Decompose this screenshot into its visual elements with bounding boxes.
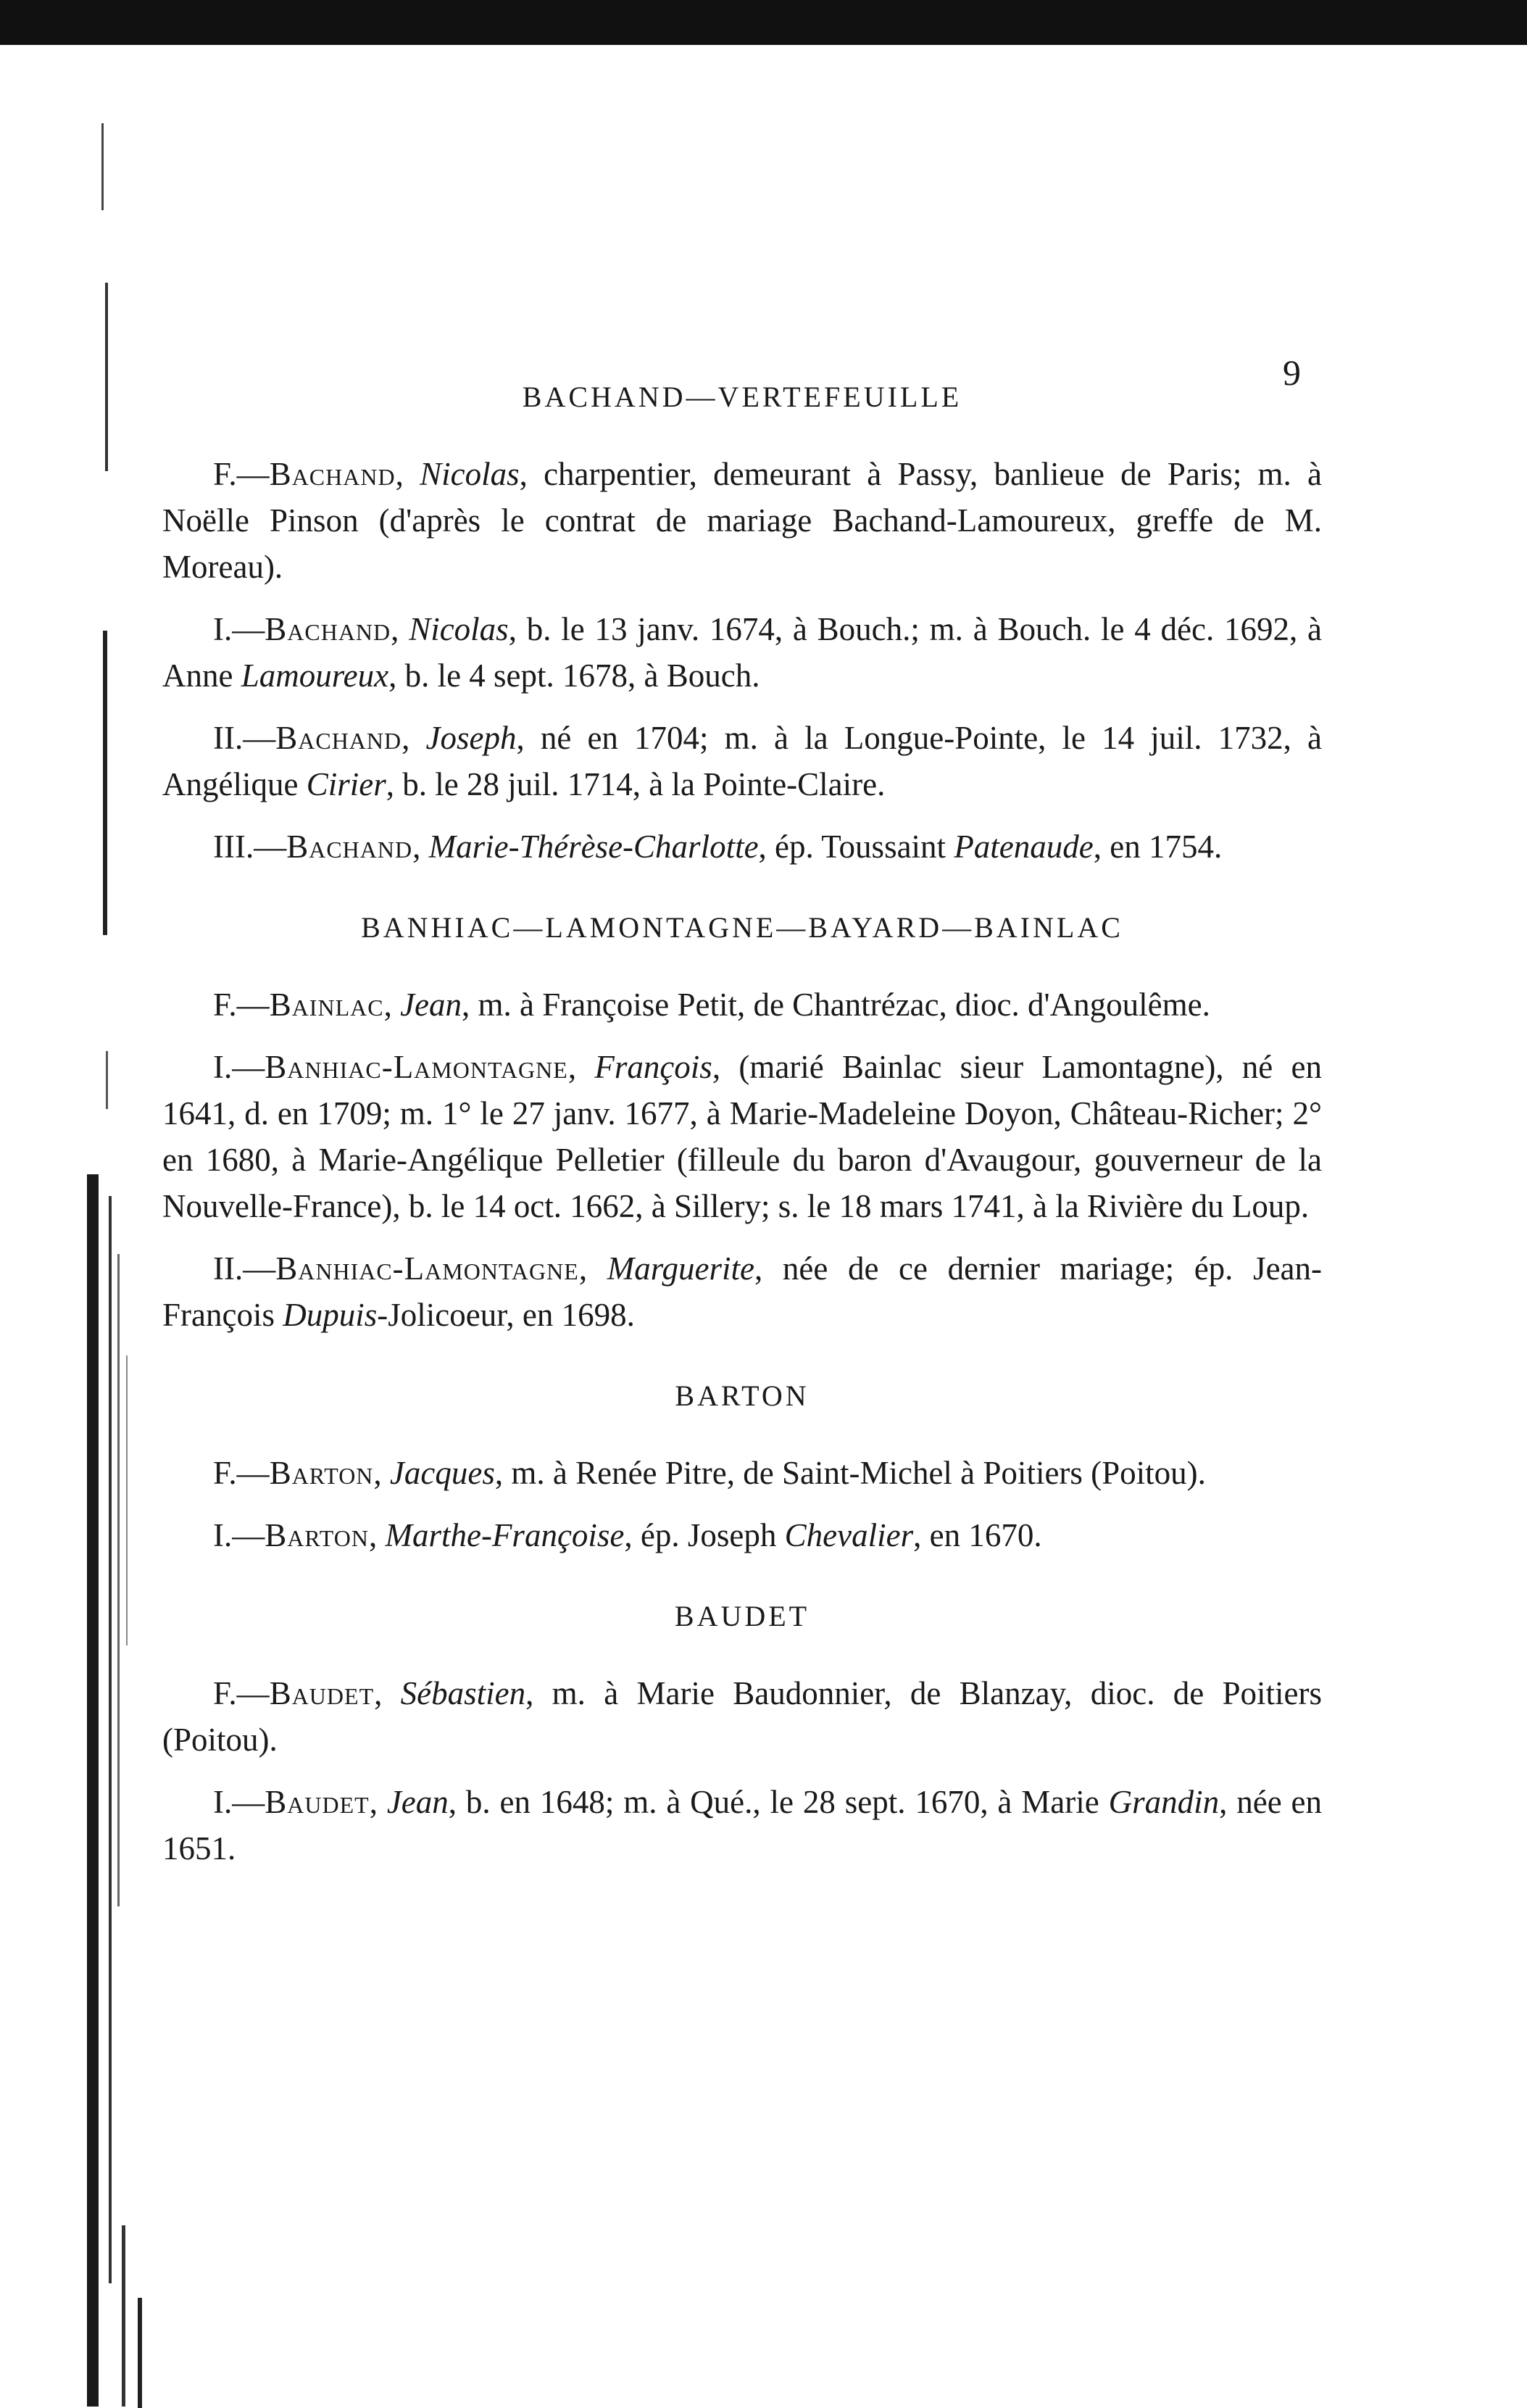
family-heading: BARTON xyxy=(675,1379,810,1412)
genealogy-entry: I.—Barton, Marthe-Françoise, ép. Joseph Chevalier, en 1670. xyxy=(213,1517,1042,1553)
genealogy-entry: I.—Baudet, Jean, b. en 1648; m. à Qué., le 28 sept. 1670, à Marie Grandin, née en 1651. xyxy=(162,1784,1323,1867)
family-heading: BANHIAC—LAMONTAGNE—BAYARD—BAINLAC xyxy=(361,911,1123,944)
family-heading: BAUDET xyxy=(674,1600,810,1632)
genealogy-entry: II.—Bachand, Joseph, né en 1704; m. à la Longue-Pointe, le 14 juil. 1732, à Angélique Cirier, b. le 28 juil. 1714, à la Pointe-Claire. xyxy=(162,720,1322,802)
genealogy-entry: F.—Baudet, Sébastien, m. à Marie Baudonnier, de Blanzay, dioc. de Poitiers (Poitou). xyxy=(162,1675,1323,1758)
genealogy-entry: F.—Bachand, Nicolas, charpentier, demeurant à Passy, banlieue de Paris; m. à Noëlle Pinson (d'après le contrat de mariage Bachand-Lamoureux, greffe de M. Moreau). xyxy=(162,456,1323,585)
scan-binding-margin xyxy=(36,123,145,2408)
page-body xyxy=(162,377,1322,1888)
genealogy-entry: F.—Barton, Jacques, m. à Renée Pitre, de Saint-Michel à Poitiers (Poitou). xyxy=(213,1455,1206,1491)
family-heading: BACHAND—VERTEFEUILLE xyxy=(522,381,962,413)
genealogy-entry: I.—Banhiac-Lamontagne, François, (marié Bainlac sieur Lamontagne), né en 1641, d. en 1709; m. 1° le 27 janv. 1677, à Marie-Madeleine Doyon, Château-Richer; 2° en 1680, à Marie-Angélique Pelletier (filleule du baron d'Avaugour, gouverneur de la Nouvelle-France), b. le 14 oct. 1662, à Sillery; s. le 18 mars 1741, à la Rivière du Loup. xyxy=(162,1049,1322,1224)
genealogy-entry: III.—Bachand, Marie-Thérèse-Charlotte, ép. Toussaint Patenaude, en 1754. xyxy=(213,829,1223,865)
page-number: 9 xyxy=(1283,352,1301,393)
scan-top-edge xyxy=(0,0,1527,45)
genealogy-entry: F.—Bainlac, Jean, m. à Françoise Petit, de Chantrézac, dioc. d'Angoulême. xyxy=(213,987,1210,1023)
genealogy-entry: I.—Bachand, Nicolas, b. le 13 janv. 1674, à Bouch.; m. à Bouch. le 4 déc. 1692, à Anne Lamoureux, b. le 4 sept. 1678, à Bouch. xyxy=(162,611,1322,694)
genealogy-entry: II.—Banhiac-Lamontagne, Marguerite, née de ce dernier mariage; ép. Jean-François Dupuis-Jolicoeur, en 1698. xyxy=(162,1250,1323,1333)
